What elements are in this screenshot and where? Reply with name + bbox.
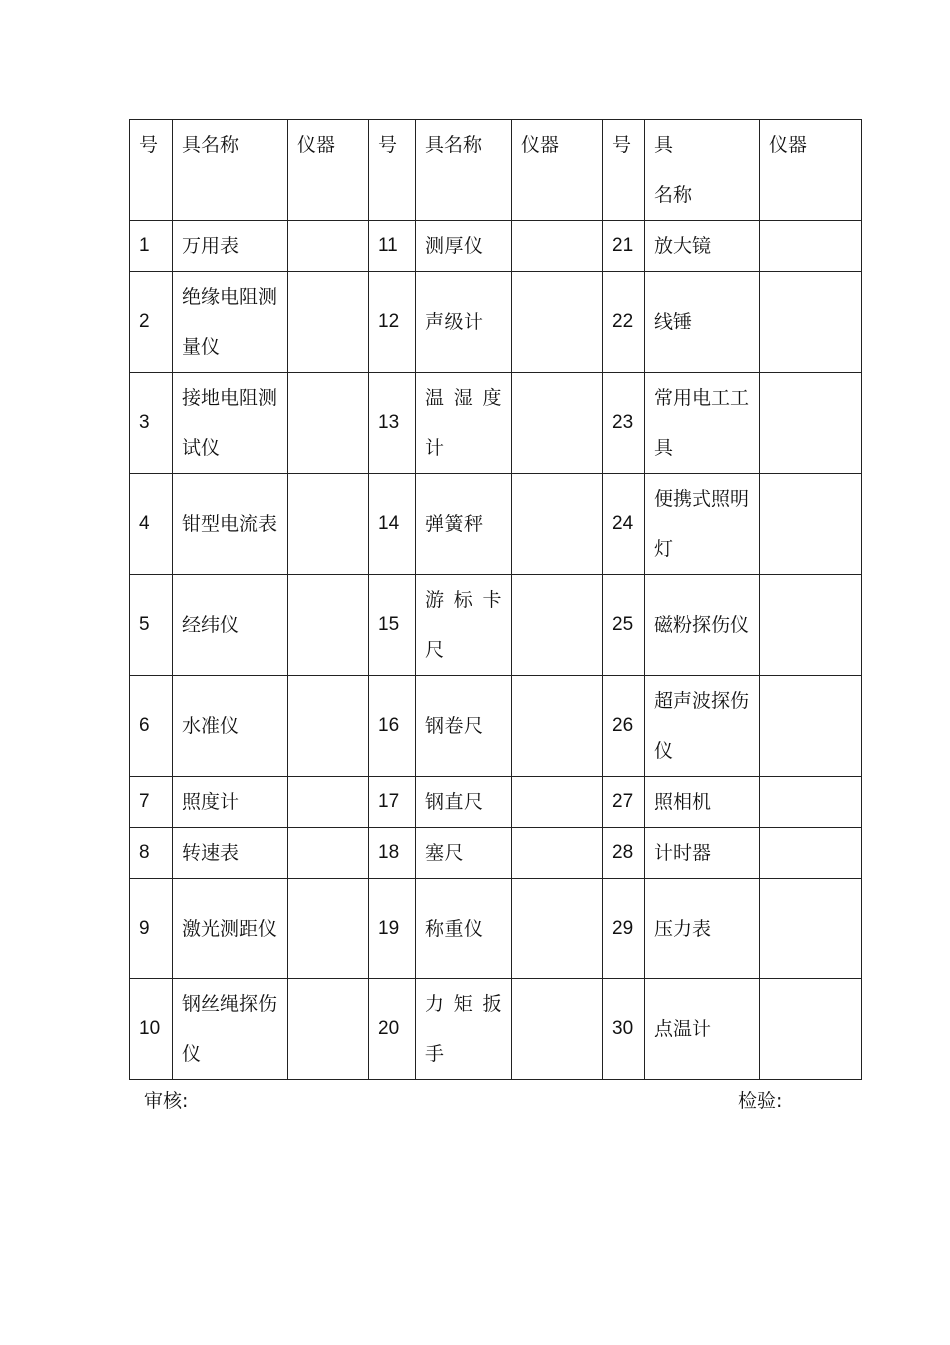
item-name: 压力表: [645, 879, 760, 979]
item-number: 19: [369, 879, 416, 979]
item-instrument: [512, 221, 603, 272]
item-number: 26: [603, 676, 645, 777]
table-row: [130, 221, 862, 272]
item-instrument: [512, 474, 603, 575]
item-name: 塞尺: [416, 828, 512, 879]
item-name: 钢卷尺: [416, 676, 512, 777]
item-name: 万用表: [173, 221, 288, 272]
item-instrument: [288, 373, 369, 474]
inspector-label: 检验:: [738, 1090, 783, 1112]
item-instrument: [288, 828, 369, 879]
table-row: [130, 979, 862, 1080]
item-number: 9: [130, 879, 173, 979]
item-number: 12: [369, 272, 416, 373]
item-number: 11: [369, 221, 416, 272]
table-row: [130, 777, 862, 828]
item-instrument: [512, 575, 603, 676]
item-number: 20: [369, 979, 416, 1080]
item-number: 3: [130, 373, 173, 474]
item-instrument: [760, 373, 862, 474]
item-number: 18: [369, 828, 416, 879]
item-instrument: [760, 979, 862, 1080]
item-instrument: [760, 777, 862, 828]
item-instrument: [512, 879, 603, 979]
instrument-table: [129, 119, 862, 1080]
item-number: 30: [603, 979, 645, 1080]
item-instrument: [760, 879, 862, 979]
item-instrument: [288, 676, 369, 777]
item-name: 钳型电流表: [173, 474, 288, 575]
item-name: 力 矩 扳手: [416, 979, 512, 1080]
header-instrument: 仪器: [760, 120, 862, 221]
item-instrument: [288, 879, 369, 979]
item-number: 13: [369, 373, 416, 474]
item-number: 10: [130, 979, 173, 1080]
table-row: [130, 575, 862, 676]
item-number: 28: [603, 828, 645, 879]
item-name: 点温计: [645, 979, 760, 1080]
item-number: 16: [369, 676, 416, 777]
item-number: 14: [369, 474, 416, 575]
item-name: 接地电阻测试仪: [173, 373, 288, 474]
header-name-line1: 具: [654, 134, 674, 156]
item-instrument: [760, 575, 862, 676]
item-name: 钢直尺: [416, 777, 512, 828]
table-body: [130, 221, 862, 1080]
item-instrument: [512, 676, 603, 777]
item-name: 激光测距仪: [173, 879, 288, 979]
header-name: 具名称: [173, 120, 288, 221]
item-number: 27: [603, 777, 645, 828]
item-name: 水准仪: [173, 676, 288, 777]
header-number: 号: [369, 120, 416, 221]
item-name: 计时器: [645, 828, 760, 879]
item-name: 磁粉探伤仪: [645, 575, 760, 676]
table-row: [130, 474, 862, 575]
item-number: 23: [603, 373, 645, 474]
table-row: [130, 272, 862, 373]
item-name: 声级计: [416, 272, 512, 373]
item-name: 经纬仪: [173, 575, 288, 676]
item-name: 温 湿 度计: [416, 373, 512, 474]
item-instrument: [760, 272, 862, 373]
item-name: 钢丝绳探伤仪: [173, 979, 288, 1080]
item-name: 照相机: [645, 777, 760, 828]
header-number: 号: [603, 120, 645, 221]
item-number: 21: [603, 221, 645, 272]
item-instrument: [288, 474, 369, 575]
item-instrument: [288, 272, 369, 373]
table-row: [130, 828, 862, 879]
item-number: 6: [130, 676, 173, 777]
item-number: 8: [130, 828, 173, 879]
item-name: 弹簧秤: [416, 474, 512, 575]
item-instrument: [760, 828, 862, 879]
item-name: 线锤: [645, 272, 760, 373]
item-instrument: [512, 777, 603, 828]
item-number: 29: [603, 879, 645, 979]
item-instrument: [512, 373, 603, 474]
item-number: 17: [369, 777, 416, 828]
header-instrument: 仪器: [288, 120, 369, 221]
item-instrument: [760, 474, 862, 575]
item-instrument: [512, 979, 603, 1080]
item-number: 25: [603, 575, 645, 676]
item-name: 称重仪: [416, 879, 512, 979]
item-number: 22: [603, 272, 645, 373]
item-number: 7: [130, 777, 173, 828]
item-name: 放大镜: [645, 221, 760, 272]
item-number: 2: [130, 272, 173, 373]
item-number: 5: [130, 575, 173, 676]
item-instrument: [760, 676, 862, 777]
item-name: 常用电工工具: [645, 373, 760, 474]
item-number: 1: [130, 221, 173, 272]
item-name: 超声波探伤仪: [645, 676, 760, 777]
item-name: 便携式照明灯: [645, 474, 760, 575]
header-name-line2: 名称: [654, 184, 693, 206]
item-instrument: [288, 777, 369, 828]
table-row: [130, 373, 862, 474]
item-instrument: [288, 575, 369, 676]
table-header-row: [130, 120, 862, 221]
header-name: [645, 120, 760, 221]
header-name: 具名称: [416, 120, 512, 221]
item-number: 15: [369, 575, 416, 676]
item-name: 照度计: [173, 777, 288, 828]
table-row: [130, 879, 862, 979]
item-instrument: [512, 828, 603, 879]
item-name: 游 标 卡尺: [416, 575, 512, 676]
item-instrument: [760, 221, 862, 272]
item-name: 转速表: [173, 828, 288, 879]
item-instrument: [512, 272, 603, 373]
item-name: 绝缘电阻测量仪: [173, 272, 288, 373]
reviewer-label: 审核:: [144, 1090, 189, 1112]
item-instrument: [288, 979, 369, 1080]
table-row: [130, 676, 862, 777]
header-number: 号: [130, 120, 173, 221]
item-instrument: [288, 221, 369, 272]
item-number: 24: [603, 474, 645, 575]
header-instrument: 仪器: [512, 120, 603, 221]
item-name: 测厚仪: [416, 221, 512, 272]
item-number: 4: [130, 474, 173, 575]
